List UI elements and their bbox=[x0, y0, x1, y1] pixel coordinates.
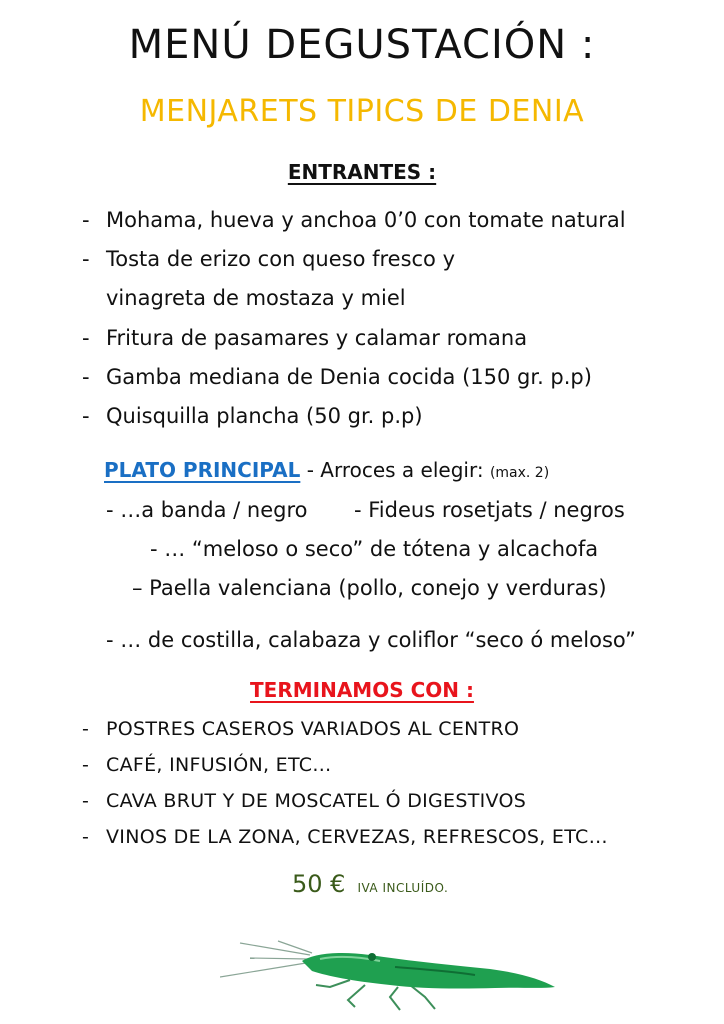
arroz-item: - … “meloso o seco” de tótena y alcachofa bbox=[150, 537, 599, 561]
item-text: Gamba mediana de Denia cocida (150 gr. p.p) bbox=[106, 365, 592, 389]
item-text: Mohama, hueva y anchoa 0’0 con tomate natural bbox=[106, 208, 626, 232]
entrante-item bbox=[82, 404, 423, 428]
entrante-item bbox=[82, 365, 592, 389]
menu-subtitle: MENJARETS TIPICS DE DENIA bbox=[139, 94, 585, 129]
entrante-item bbox=[82, 247, 455, 271]
bullet-dash: - bbox=[82, 754, 90, 776]
bullet-dash: - bbox=[82, 718, 90, 740]
bullet-dash: - bbox=[82, 208, 90, 232]
plato-principal-heading: PLATO PRINCIPAL bbox=[104, 458, 301, 482]
entrante-item-continuation: vinagreta de mostaza y miel bbox=[106, 286, 406, 310]
bullet-dash: - bbox=[82, 247, 90, 271]
entrante-item bbox=[82, 326, 527, 350]
plato-note: (max. 2) bbox=[489, 465, 550, 481]
item-text: CAVA BRUT Y DE MOSCATEL Ó DIGESTIVOS bbox=[106, 790, 527, 812]
terminamos-item bbox=[82, 826, 608, 848]
menu-title: MENÚ DEGUSTACIÓN : bbox=[128, 22, 596, 68]
arroz-item: - Fideus rosetjats / negros bbox=[354, 498, 625, 522]
item-text: Quisquilla plancha (50 gr. p.p) bbox=[106, 404, 423, 428]
bullet-dash: - bbox=[82, 790, 90, 812]
bullet-dash: - bbox=[82, 365, 90, 389]
shrimp-illustration bbox=[220, 925, 580, 1020]
bullet-dash: - bbox=[82, 826, 90, 848]
terminamos-heading: TERMINAMOS CON : bbox=[250, 678, 474, 702]
arroz-item: - …a banda / negro bbox=[106, 498, 308, 522]
plato-principal-row bbox=[104, 458, 549, 482]
arroz-item: – Paella valenciana (pollo, conejo y verduras) bbox=[132, 576, 607, 600]
terminamos-item bbox=[82, 718, 519, 740]
item-text: Tosta de erizo con queso fresco y bbox=[106, 247, 456, 271]
bullet-dash: - bbox=[82, 404, 90, 428]
tax-note: IVA INCLUÍDO. bbox=[357, 881, 449, 895]
terminamos-item bbox=[82, 790, 526, 812]
price-row bbox=[292, 870, 448, 898]
item-text: VINOS DE LA ZONA, CERVEZAS, REFRESCOS, ETC… bbox=[106, 826, 608, 848]
entrante-item bbox=[82, 208, 626, 232]
item-text: Fritura de pasamares y calamar romana bbox=[106, 326, 528, 350]
item-text: CAFÉ, INFUSIÓN, ETC… bbox=[106, 754, 332, 776]
terminamos-item bbox=[82, 754, 332, 776]
entrantes-heading: ENTRANTES : bbox=[287, 160, 437, 184]
price: 50 € bbox=[292, 870, 346, 898]
arroz-item: - … de costilla, calabaza y coliflor “seco ó meloso” bbox=[106, 628, 636, 652]
plato-intro: - Arroces a elegir: bbox=[300, 458, 490, 482]
bullet-dash: - bbox=[82, 326, 90, 350]
item-text: POSTRES CASEROS VARIADOS AL CENTRO bbox=[106, 718, 520, 740]
